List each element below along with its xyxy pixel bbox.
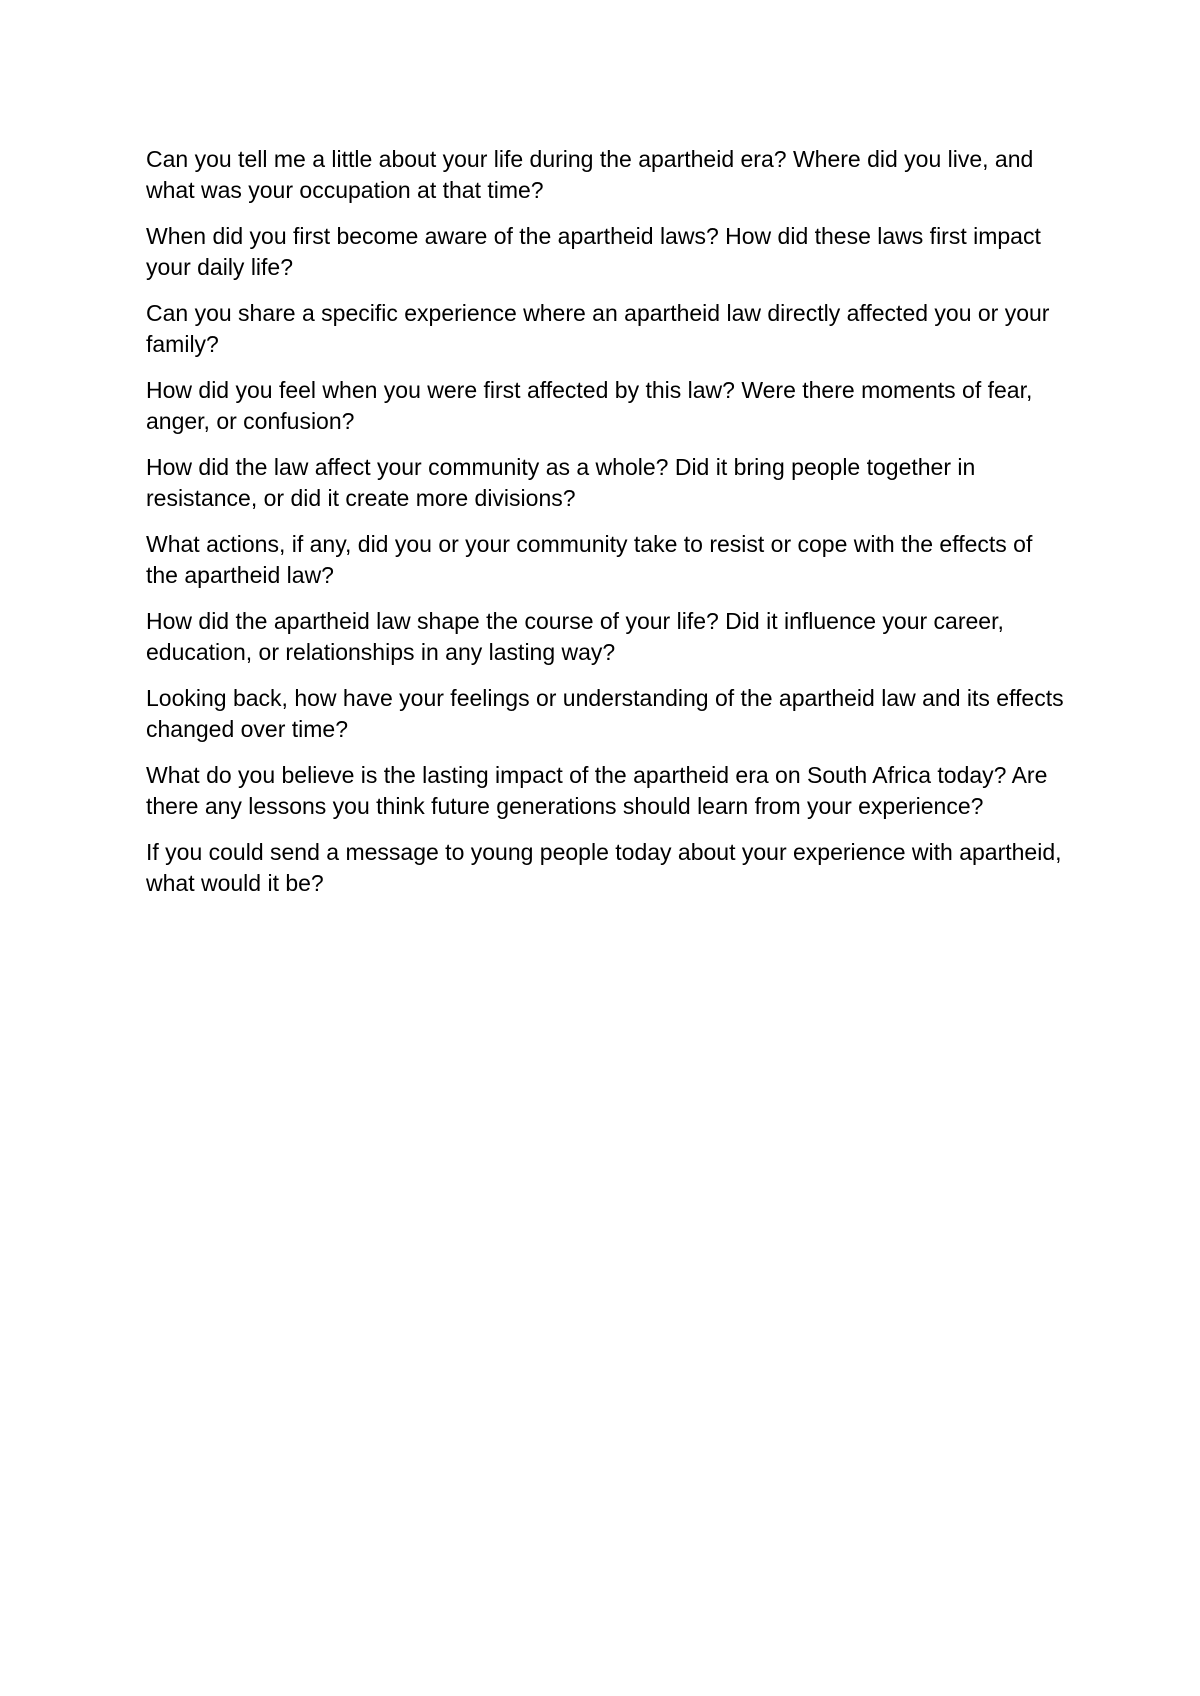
question-4: How did you feel when you were first affected by this law? Were there moments of fear, anger, or confusion? (146, 377, 1033, 434)
question-10: If you could send a message to young people today about your experience with apartheid, what would it be? (146, 839, 1062, 896)
question-8: Looking back, how have your feelings or understanding of the apartheid law and its effects changed over time? (146, 685, 1064, 742)
question-1: Can you tell me a little about your life during the apartheid era? Where did you live, and what was your occupation at that time? (146, 146, 1034, 203)
question-7: How did the apartheid law shape the course of your life? Did it influence your career, education, or relationships in any lasting way? (146, 608, 1004, 665)
question-5: How did the law affect your community as a whole? Did it bring people together in resistance, or did it create more divisions? (146, 454, 976, 511)
question-2: When did you first become aware of the apartheid laws? How did these laws first impact your daily life? (146, 223, 1041, 280)
question-list (146, 144, 1066, 914)
question-6: What actions, if any, did you or your community take to resist or cope with the effects of the apartheid law? (146, 531, 1033, 588)
question-3: Can you share a specific experience where an apartheid law directly affected you or your family? (146, 300, 1050, 357)
question-9: What do you believe is the lasting impact of the apartheid era on South Africa today? Are there any lessons you think future generations should learn from your experience? (146, 762, 1048, 819)
